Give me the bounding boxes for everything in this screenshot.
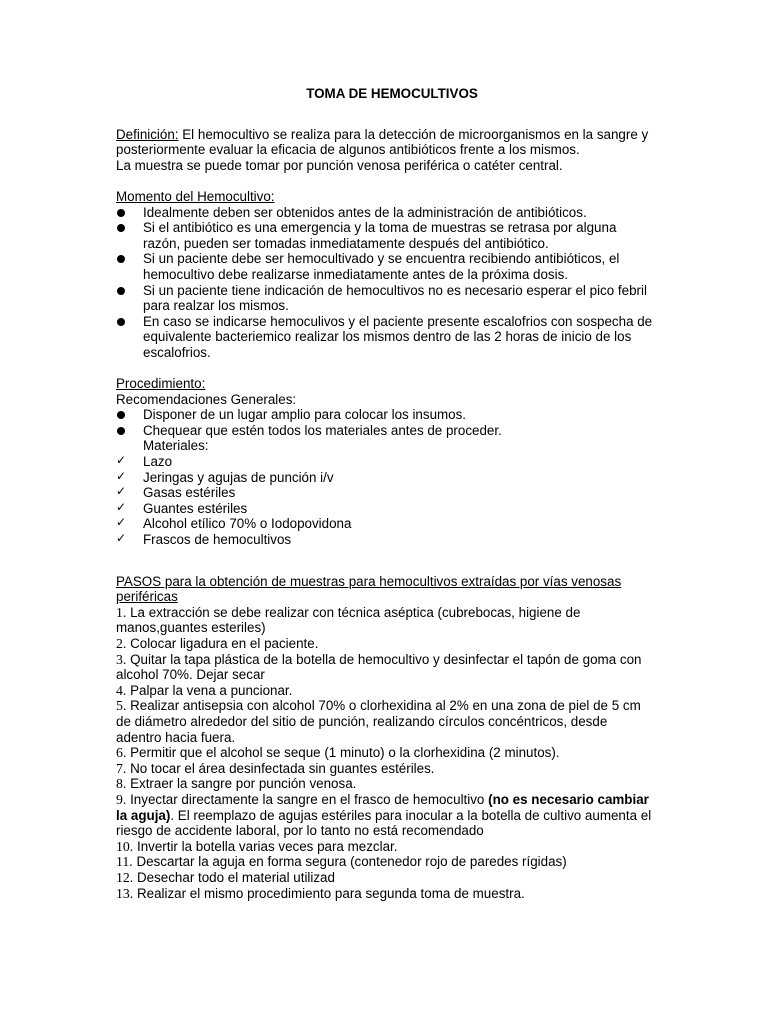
- checkmark-icon: ✓: [116, 484, 127, 499]
- checkmark-icon: ✓: [116, 531, 127, 546]
- document-content: [116, 86, 656, 901]
- step-item: 13. Realizar el mismo procedimiento para segunda toma de muestra.: [116, 885, 525, 901]
- pasos-heading: PASOS para la obtención de muestras para hemocultivos extraídas por vías venosas periféricas: [116, 573, 622, 605]
- bullet-icon: [117, 427, 125, 435]
- bullet-icon: [117, 209, 125, 217]
- step-item: 4. Palpar la vena a puncionar.: [116, 682, 293, 698]
- bullet-icon: [117, 287, 125, 295]
- step-item: 6. Permitir que el alcohol se seque (1 minuto) o la clorhexidina (2 minutos).: [116, 745, 560, 761]
- definition-label: Definición:: [116, 126, 179, 142]
- pasos-list: [116, 605, 656, 901]
- list-item: Si el antibiótico es una emergencia y la toma de muestras se retrasa por alguna razón, pueden ser tomadas inmediatamente después del antibiótico.: [116, 220, 656, 251]
- momento-list: [116, 205, 656, 361]
- step-item: 8. Extraer la sangre por punción venosa.: [116, 776, 357, 792]
- definition-text-2: La muestra se puede tomar por punción venosa periférica o catéter central.: [116, 157, 563, 173]
- step-item: 12. Desechar todo el material utilizad: [116, 869, 335, 885]
- step-item: 11. Descartar la aguja en forma segura (contenedor rojo de paredes rígidas): [116, 854, 567, 870]
- list-item: ✓ Gasas estériles: [116, 484, 236, 501]
- step-item: 1. La extracción se debe realizar con técnica aséptica (cubrebocas, higiene de manos,guantes esteriles): [116, 604, 581, 636]
- checkmark-icon: ✓: [116, 468, 127, 483]
- definition-paragraph: [116, 127, 656, 158]
- bullet-icon: [117, 411, 125, 419]
- momento-heading: Momento del Hemocultivo:: [116, 188, 275, 204]
- materiales-label: Materiales:: [143, 438, 209, 454]
- step-item: 10. Invertir la botella varias veces para mezclar.: [116, 838, 398, 854]
- step-item: 7. No tocar el área desinfectada sin guantes estériles.: [116, 760, 435, 776]
- definition-text: El hemocultivo se realiza para la detección de microorganismos en la sangre y posteriormente evaluar la eficacia de algunos antibióticos frente a los mismos.: [116, 126, 649, 158]
- bullet-icon: [117, 318, 125, 326]
- bullet-icon: [117, 224, 125, 232]
- bullet-icon: [117, 255, 125, 263]
- list-item: En caso se indicarse hemoculivos y el paciente presente escalofrios con sospecha de equivalente bacteriemico realizar los mismos dentro de las 2 horas de inicio de los escalofrios.: [116, 314, 656, 361]
- list-item: Chequear que estén todos los materiales antes de proceder.: [116, 423, 656, 439]
- document-title: TOMA DE HEMOCULTIVOS: [306, 86, 478, 101]
- list-item: ✓ Alcohol etílico 70% o Iodopovidona: [116, 515, 352, 532]
- list-item: ✓ Guantes estériles: [116, 499, 248, 516]
- recomendaciones-heading: Recomendaciones Generales:: [116, 391, 297, 407]
- step-item: 5. Realizar antisepsia con alcohol 70% o clorhexidina al 2% en una zona de piel de 5 cm de diámetro alrededor del sitio de punción, realizando círculos concéntricos, desde adentro hacia fuera.: [116, 698, 641, 745]
- checkmark-icon: ✓: [116, 515, 127, 530]
- procedimiento-heading: Procedimiento:: [116, 376, 206, 392]
- recomendaciones-list: [116, 407, 656, 438]
- list-item: Si un paciente tiene indicación de hemocultivos no es necesario esperar el pico febril para realzar los mismos.: [116, 283, 656, 314]
- step-item: 3. Quitar la tapa plástica de la botella de hemocultivo y desinfectar el tapón de goma con alcohol 70%. Dejar secar: [116, 651, 642, 683]
- list-item: ✓ Frascos de hemocultivos: [116, 531, 292, 548]
- list-item: ✓ Jeringas y agujas de punción i/v: [116, 468, 334, 485]
- step-item: 9. Inyectar directamente la sangre en el frasco de hemocultivo (no es necesario cambiar la aguja). El reemplazo de agujas estériles para inocular a la botella de cultivo aumenta el riesgo de accidente laboral, por lo tanto no está recomendado: [116, 791, 652, 839]
- list-item: ✓ Lazo: [116, 453, 173, 470]
- checkmark-icon: ✓: [116, 499, 127, 514]
- step-item: 2. Colocar ligadura en el paciente.: [116, 636, 319, 651]
- list-item: Disponer de un lugar amplio para colocar los insumos.: [116, 407, 656, 423]
- list-item: Idealmente deben ser obtenidos antes de la administración de antibióticos.: [116, 205, 656, 221]
- checkmark-icon: ✓: [116, 453, 127, 468]
- step-bold-note: (no es necesario cambiar la aguja): [116, 791, 649, 823]
- materiales-list: [116, 454, 656, 548]
- list-item: Si un paciente debe ser hemocultivado y se encuentra recibiendo antibióticos, el hemocultivo debe realizarse inmediatamente antes de la próxima dosis.: [116, 251, 656, 282]
